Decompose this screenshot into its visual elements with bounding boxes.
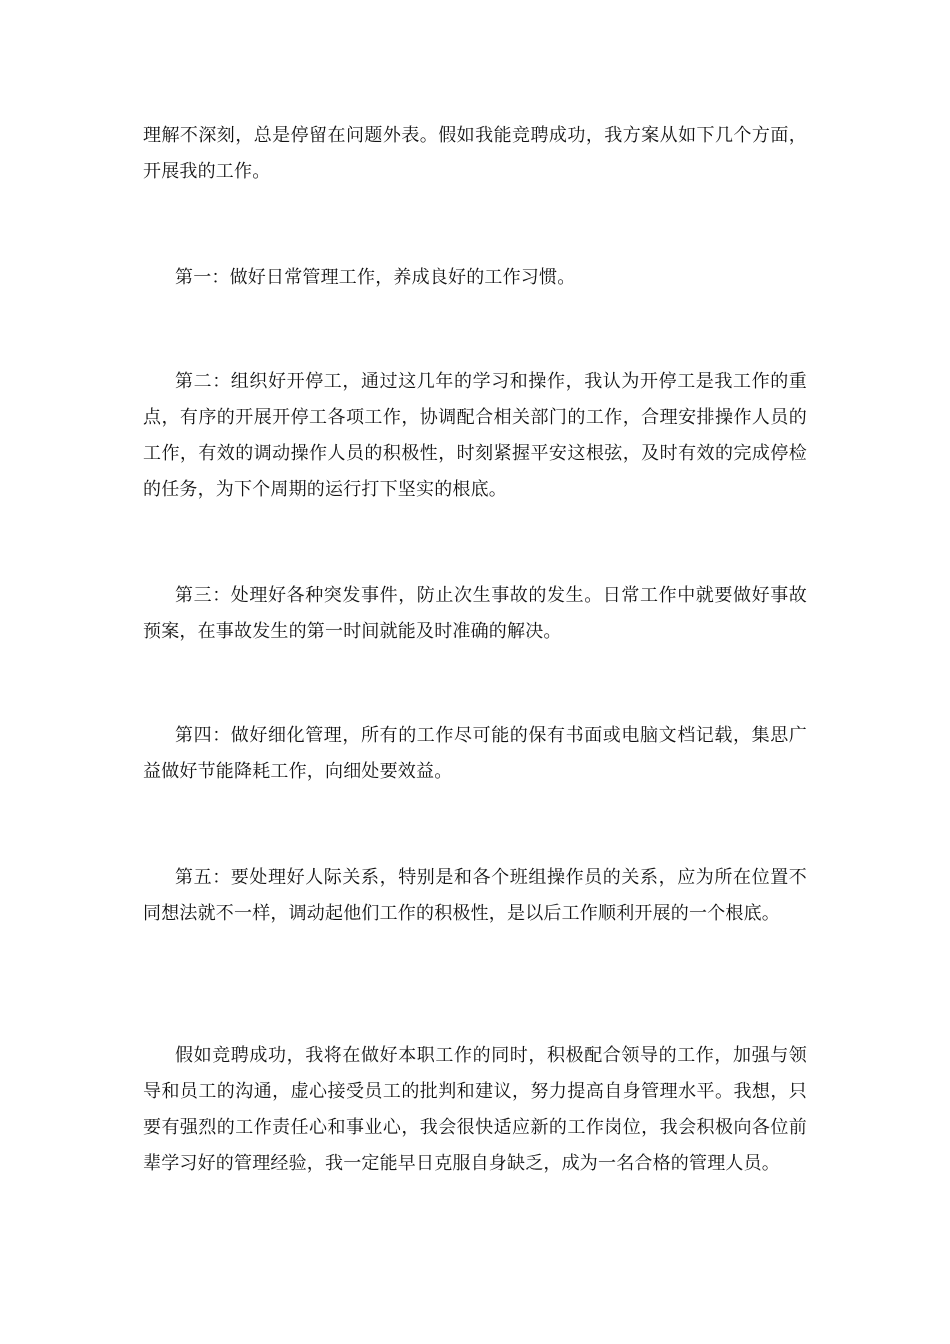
paragraph-point-three: 第三：处理好各种突发事件，防止次生事故的发生。日常工作中就要做好事故预案，在事故发生的第一时间就能及时准确的解决。 <box>143 585 807 642</box>
paragraph-conclusion: 假如竞聘成功，我将在做好本职工作的同时，积极配合领导的工作，加强与领导和员工的沟通，虚心接受员工的批判和建议，努力提高自身管理水平。我想，只要有强烈的工作责任心和事业心，我会很快适应新的工作岗位，我会积极向各位前辈学习好的管理经验，我一定能早日克服自身缺乏，成为一名合格的管理人员。 <box>143 1045 807 1174</box>
paragraph-point-two: 第二：组织好开停工，通过这几年的学习和操作，我认为开停工是我工作的重点，有序的开展开停工各项工作，协调配合相关部门的工作，合理安排操作人员的工作，有效的调动操作人员的积极性，时刻紧握平安这根弦，及时有效的完成停检的任务，为下个周期的运行打下坚实的根底。 <box>143 371 807 500</box>
paragraph-continuation: 理解不深刻，总是停留在问题外表。假如我能竞聘成功，我方案从如下几个方面，开展我的工作。 <box>143 125 807 182</box>
paragraph-point-one: 第一：做好日常管理工作，养成良好的工作习惯。 <box>175 267 576 288</box>
paragraph-point-four: 第四：做好细化管理，所有的工作尽可能的保有书面或电脑文档记载，集思广益做好节能降耗工作，向细处要效益。 <box>143 725 807 782</box>
paragraph-point-five: 第五：要处理好人际关系，特别是和各个班组操作员的关系，应为所在位置不同想法就不一样，调动起他们工作的积极性，是以后工作顺利开展的一个根底。 <box>143 867 807 924</box>
